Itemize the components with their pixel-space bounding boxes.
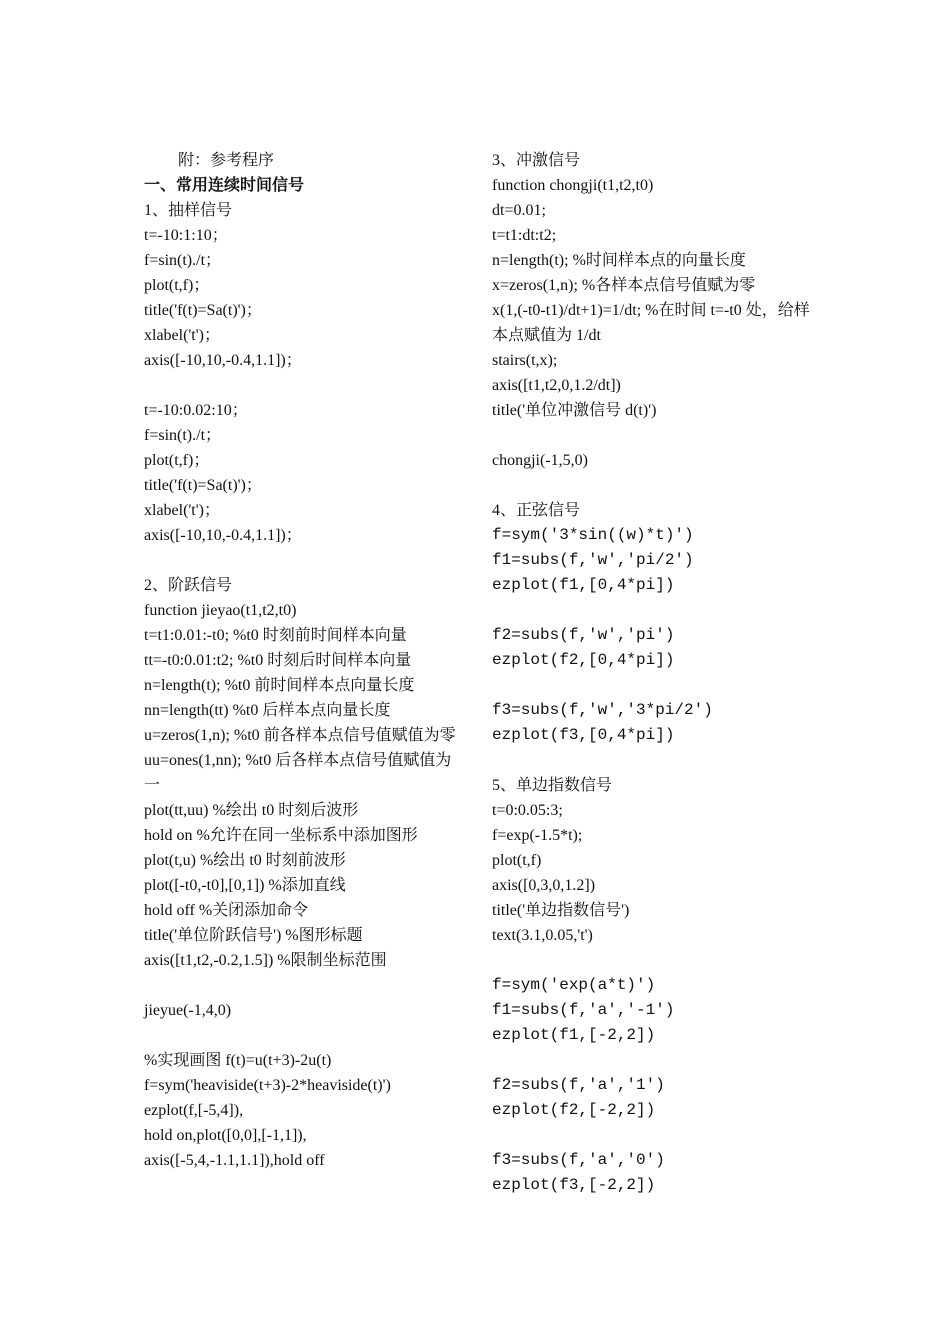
code-line: 2、阶跃信号 [144,577,233,594]
code-line: tt=-t0:0.01:t2; %t0 时刻后时间样本向量 [144,652,412,669]
code-line: text(3.1,0.05,'t') [492,927,593,944]
code-line: plot(t,u) %绘出 t0 时刻前波形 [144,852,346,869]
code-line: f=exp(-1.5*t); [492,827,583,844]
code-line: plot(t,f)； [144,277,210,294]
code-line: t=0:0.05:3; [492,802,563,819]
blank-line [144,973,462,998]
code-line: plot(tt,uu) %绘出 t0 时刻后波形 [144,802,359,819]
left-column [144,148,462,1173]
code-line: hold on %允许在同一坐标系中添加图形 [144,827,418,844]
blank-line [492,1048,810,1073]
blank-line [492,423,810,448]
code-line: title('f(t)=Sa(t)')； [144,302,262,319]
code-line: title('单边指数信号') [492,902,630,919]
code-line: %实现画图 f(t)=u(t+3)-2u(t) [144,1052,332,1069]
code-line: axis([-10,10,-0.4,1.1])； [144,527,302,544]
code-line: f3=subs(f,'a','0') [492,1151,665,1169]
code-line: 附：参考程序 [178,152,275,169]
code-line: f=sym('heaviside(t+3)-2*heaviside(t)') [144,1077,391,1094]
code-line: xlabel('t')； [144,327,220,344]
code-line: axis([0,3,0,1.2]) [492,877,596,894]
code-line: 3、冲激信号 [492,152,581,169]
code-line: ezplot(f3,[0,4*pi]) [492,726,675,744]
code-line: dt=0.01; [492,202,546,219]
code-line: xlabel('t')； [144,502,220,519]
code-line: f=sym('3*sin((w)*t)') [492,526,694,544]
code-line: t=t1:dt:t2; [492,227,557,244]
code-line: f1=subs(f,'w','pi/2') [492,551,694,569]
code-line: f=sin(t)./t； [144,252,222,269]
code-line: title('单位阶跃信号') %图形标题 [144,927,363,944]
blank-line [492,948,810,973]
blank-line [492,673,810,698]
code-line: x=zeros(1,n); %各样本点信号值赋为零 [492,277,756,294]
code-line: f2=subs(f,'a','1') [492,1076,665,1094]
blank-line [492,1123,810,1148]
code-line: 4、正弦信号 [492,502,581,519]
code-line: f=sin(t)./t； [144,427,222,444]
code-line: f3=subs(f,'w','3*pi/2') [492,701,713,719]
code-line: chongji(-1,5,0) [492,452,588,469]
code-line: jieyue(-1,4,0) [144,1002,232,1019]
blank-line [144,1023,462,1048]
code-line: function jieyao(t1,t2,t0) [144,602,297,619]
code-line: 一、常用连续时间信号 [144,177,305,194]
code-line: 5、单边指数信号 [492,777,613,794]
code-line: t=-10:0.02:10； [144,402,248,419]
code-line: f1=subs(f,'a','-1') [492,1001,675,1019]
code-line: nn=length(tt) %t0 后样本点向量长度 [144,702,391,719]
code-line: axis([t1,t2,-0.2,1.5]) %限制坐标范围 [144,952,387,969]
code-line: title('单位冲激信号 d(t)') [492,402,657,419]
code-line: plot([-t0,-t0],[0,1]) %添加直线 [144,877,346,894]
code-line: uu=ones(1,nn); %t0 后各样本点信号值赋值为一 [144,752,452,794]
code-line: stairs(t,x); [492,352,558,369]
code-line: ezplot(f2,[0,4*pi]) [492,651,675,669]
right-column [492,148,810,1198]
code-line: n=length(t); %时间样本点的向量长度 [492,252,746,269]
code-line: f2=subs(f,'w','pi') [492,626,675,644]
code-line: x(1,(-t0-t1)/dt+1)=1/dt; %在时间 t=-t0 处，给样本点赋值为 1/dt [492,302,810,344]
code-line: plot(t,f) [492,852,542,869]
code-line: f=sym('exp(a*t)') [492,976,656,994]
code-line: ezplot(f,[-5,4]), [144,1102,244,1119]
code-line: title('f(t)=Sa(t)')； [144,477,262,494]
code-line: axis([-10,10,-0.4,1.1])； [144,352,302,369]
blank-line [492,748,810,773]
blank-line [492,598,810,623]
code-line: n=length(t); %t0 前时间样本点向量长度 [144,677,415,694]
code-line: ezplot(f1,[0,4*pi]) [492,576,675,594]
code-line: ezplot(f2,[-2,2]) [492,1101,656,1119]
code-line: hold off %关闭添加命令 [144,902,309,919]
code-line: axis([-5,4,-1.1,1.1]),hold off [144,1152,325,1169]
blank-line [144,373,462,398]
code-line: ezplot(f3,[-2,2]) [492,1176,656,1194]
code-line: 1、抽样信号 [144,202,233,219]
blank-line [144,548,462,573]
code-line: axis([t1,t2,0,1.2/dt]) [492,377,621,394]
code-line: function chongji(t1,t2,t0) [492,177,654,194]
code-line: t=t1:0.01:-t0; %t0 时刻前时间样本向量 [144,627,407,644]
code-line: u=zeros(1,n); %t0 前各样本点信号值赋值为零 [144,727,456,744]
code-line: t=-10:1:10； [144,227,228,244]
blank-line [492,473,810,498]
code-line: ezplot(f1,[-2,2]) [492,1026,656,1044]
code-line: plot(t,f)； [144,452,210,469]
code-line: hold on,plot([0,0],[-1,1]), [144,1127,307,1144]
